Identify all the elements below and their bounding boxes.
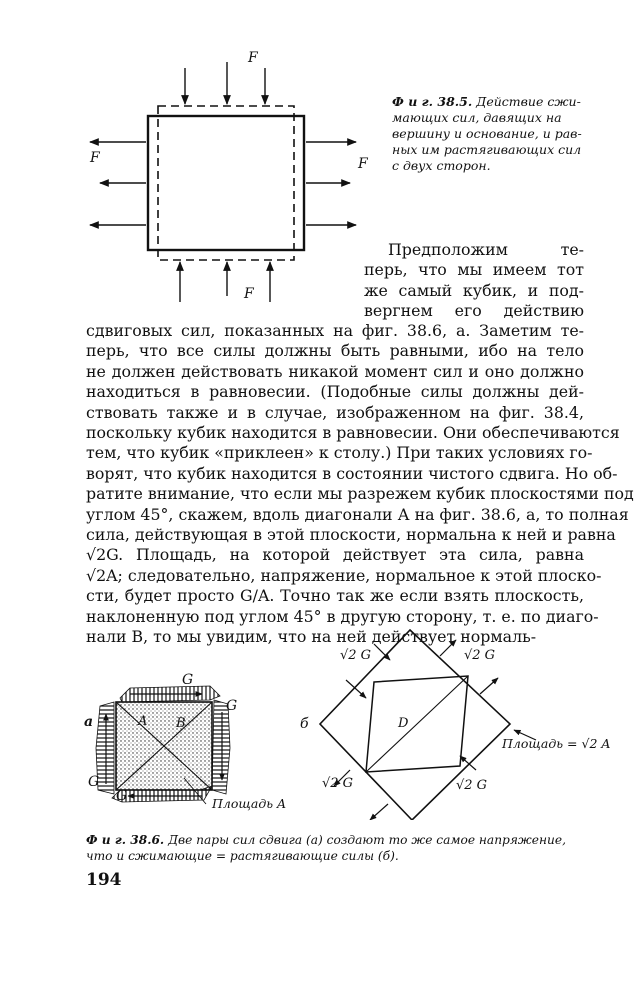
text-line: перь, что все силы должны быть равными, ибо на тело	[86, 341, 584, 361]
text-line: перь, что мы имеем тот	[364, 260, 584, 280]
fig386b-label-top-left: √2 G	[340, 648, 372, 663]
fig386b-label-top-right: √2 G	[464, 648, 496, 663]
text-line: ствовать также и в случае, изображенном на фиг. 38.4,	[86, 402, 584, 422]
diagonal-D	[366, 676, 468, 772]
text-line: же самый кубик, и под-	[364, 280, 584, 300]
text-line: наклоненную под углом 45° в другую сторону, т. е. по диаго-	[86, 606, 599, 626]
fig386a-panel-label: а	[84, 714, 94, 730]
fig386a-label-G-left: G	[88, 774, 100, 790]
cube-outline	[148, 116, 304, 250]
fig386a-label-G-bottom: G	[116, 788, 128, 804]
text-line: сила, действующая в этой плоскости, нормальна к ней и равна	[86, 525, 616, 545]
fig386a-label-G-top: G	[182, 672, 194, 688]
fig385-label-right: F	[358, 156, 368, 172]
fig385-caption-line: вершину и основание, и рав-	[392, 126, 582, 141]
deformed-outline	[158, 106, 294, 260]
text-line: нали В, то мы увидим, что на ней действует нормаль-	[86, 627, 537, 647]
fig386-caption-line: что и сжимающие = растягивающие силы (б).	[86, 849, 399, 863]
text-line: √2A; следовательно, напряжение, нормальное к этой плоско-	[86, 565, 602, 585]
text-line: сти, будет просто G/A. Точно так же если взять плоскость,	[86, 586, 584, 606]
figure-38-5	[60, 40, 360, 310]
body-text-narrow	[364, 240, 584, 322]
text-line: ратите внимание, что если мы разрежем кубик плоскостями под	[86, 484, 634, 504]
text-line: ворят, что кубик находится в состоянии чистого сдвига. Но об-	[86, 463, 618, 483]
fig386b-label-bottom-right: √2 G	[456, 778, 488, 793]
fig385-label-bottom: F	[244, 286, 254, 302]
fig385-caption-line: с двух сторон.	[392, 158, 491, 173]
fig386a-area-label: Площадь A	[212, 796, 287, 811]
fig386-caption	[86, 832, 590, 864]
text-line: Предположим те-	[388, 240, 584, 259]
fig386b-panel-label: б	[300, 716, 309, 732]
fig386a-label-B: B	[176, 716, 186, 731]
fig385-caption-line: Действие сжи-	[476, 94, 581, 109]
text-line: поскольку кубик находится в равновесии. Они обеспечиваются	[86, 423, 620, 443]
fig386-caption-prefix: Ф и г. 38.6.	[86, 833, 165, 847]
text-line: не должен действовать никакой момент сил и оно должно	[86, 361, 584, 381]
fig385-label-top: F	[248, 50, 258, 66]
fig386a-label-G-right: G	[226, 698, 238, 714]
fig386b-area-label: Площадь = √2 A	[502, 736, 611, 751]
fig386-caption-line: Две пары сил сдвига (а) создают то же самое напряжение,	[168, 833, 566, 847]
fig385-caption-line: ных им растягивающих сил	[392, 142, 582, 157]
body-text-wide	[86, 321, 634, 648]
text-line: √2G. Площадь, на которой действует эта сила, равна	[86, 545, 584, 565]
text-line: находиться в равновесии. (Подобные силы должны дей-	[86, 382, 584, 402]
fig385-caption	[392, 94, 632, 174]
fig386b-label-D: D	[398, 716, 409, 731]
fig385-caption-line: мающих сил, давящих на	[392, 110, 562, 125]
text-line: тем, что кубик «приклеен» к столу.) При таких условиях го-	[86, 443, 593, 463]
fig386b-label-bottom-left: √2 G	[322, 776, 354, 791]
page-number: 194	[86, 870, 122, 890]
text-line: углом 45°, скажем, вдоль диагонали А на фиг. 38.6, а, то полная	[86, 504, 629, 524]
text-line: сдвиговых сил, показанных на фиг. 38.6, а. Заметим те-	[86, 321, 584, 340]
text-line: вергнем его действию	[364, 301, 584, 321]
fig386a-label-A: A	[138, 714, 148, 729]
fig385-label-left: F	[90, 150, 100, 166]
fig385-caption-prefix: Ф и г. 38.5.	[392, 94, 473, 109]
